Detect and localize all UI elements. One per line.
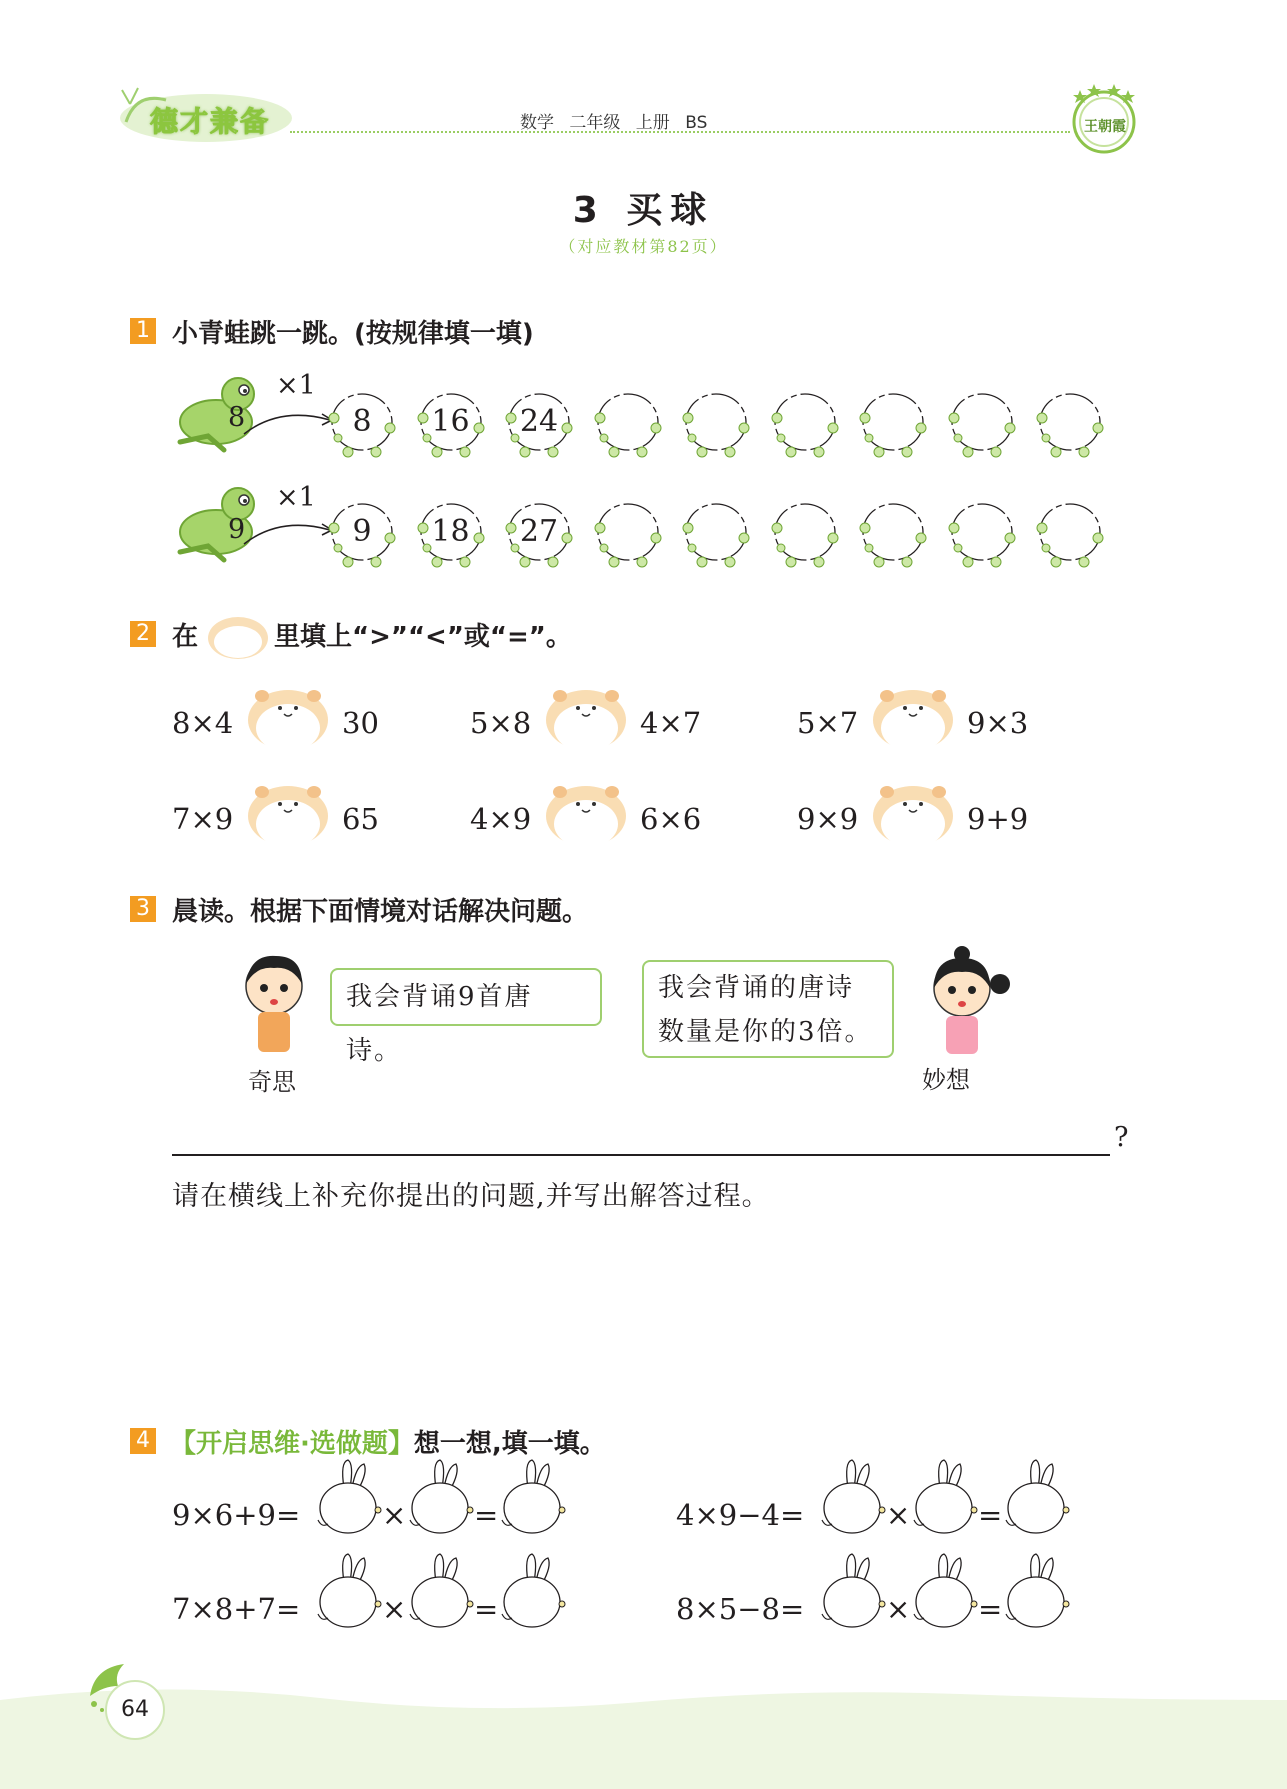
frog-answer-cell[interactable] [324, 384, 400, 460]
hamster-answer-icon[interactable] [246, 778, 330, 850]
times-sign: × [382, 1592, 407, 1626]
lily-pad-icon [855, 384, 931, 460]
boy-qisi-icon [240, 950, 308, 1060]
frog-answer-cell[interactable] [590, 384, 666, 460]
hamster-answer-icon[interactable] [871, 778, 955, 850]
compare-right: 9+9 [967, 802, 1029, 836]
bunny-answer-icon[interactable] [408, 1552, 474, 1630]
frog-answer-cell[interactable] [324, 494, 400, 570]
frog-answer-cell[interactable] [501, 494, 577, 570]
question-number: 2 [130, 621, 156, 647]
question-prompt [170, 1423, 606, 1460]
compare-right: 6×6 [640, 802, 702, 836]
frog-answer-cell[interactable] [944, 384, 1020, 460]
frog-jump-rule: ×1 [276, 482, 316, 513]
equation-expression: 9×6+9= [172, 1498, 301, 1532]
optional-tag: 【开启思维·选做题】 [170, 1429, 414, 1459]
frog-answer-value: 24 [519, 404, 559, 439]
frog-answer-value: 9 [352, 514, 372, 549]
lily-pad-icon [678, 494, 754, 570]
question-prompt: 晨读。根据下面情境对话解决问题。 [172, 897, 589, 927]
frog-answer-value: 16 [431, 404, 470, 439]
frog-answer-cell[interactable] [944, 494, 1020, 570]
compare-right: 65 [342, 802, 379, 836]
bunny-answer-icon[interactable] [820, 1458, 886, 1536]
lily-pad-icon [1032, 384, 1108, 460]
hamster-answer-icon[interactable] [871, 682, 955, 754]
frog-answer-cell[interactable] [413, 494, 489, 570]
hamster-answer-icon[interactable] [544, 778, 628, 850]
instruction-text: 请在横线上补充你提出的问题,并写出解答过程。 [172, 1181, 770, 1212]
bunny-answer-icon[interactable] [912, 1458, 978, 1536]
question-prompt-text: 想一想,填一填。 [413, 1429, 606, 1459]
bunny-answer-icon[interactable] [1004, 1458, 1070, 1536]
lily-pad-icon [767, 494, 843, 570]
equation-expression: 8×5−8= [676, 1592, 805, 1626]
bunny-answer-icon[interactable] [500, 1552, 566, 1630]
character-name: 妙想 [922, 1066, 970, 1094]
frog-start-number: 8 [228, 402, 246, 433]
bunny-answer-icon[interactable] [408, 1458, 474, 1536]
hamster-answer-icon[interactable] [246, 682, 330, 754]
lily-pad-icon [944, 494, 1020, 570]
frog-answer-cell[interactable] [413, 384, 489, 460]
bunny-answer-icon[interactable] [316, 1458, 382, 1536]
question-number: 4 [130, 1428, 156, 1454]
speech-text: 我会背诵的唐诗 [658, 973, 855, 1003]
question-number: 1 [130, 318, 156, 344]
frog-answer-value: 27 [519, 514, 559, 549]
question-prompt-after: 里填上“>”“<”或“=”。 [274, 622, 572, 652]
compare-left: 5×8 [470, 706, 532, 740]
question-prompt: 小青蛙跳一跳。(按规律填一填) [172, 319, 534, 349]
frog-answer-cell[interactable] [855, 384, 931, 460]
speech-text: 我会背诵9首唐诗。 [346, 982, 533, 1066]
frog-answer-cell[interactable] [678, 384, 754, 460]
question-mark: ? [1114, 1122, 1129, 1153]
bunny-answer-icon[interactable] [500, 1458, 566, 1536]
compare-right: 4×7 [640, 706, 702, 740]
lesson-subtitle: （对应教材第82页） [559, 237, 728, 256]
frog-answer-cell[interactable] [767, 494, 843, 570]
lily-pad-icon [678, 384, 754, 460]
bunny-answer-icon[interactable] [820, 1552, 886, 1630]
speech-text: 数量是你的3倍。 [658, 1017, 873, 1047]
frog-answer-cell[interactable] [590, 494, 666, 570]
lesson-title: 3 买球 [572, 190, 715, 231]
compare-left: 8×4 [172, 706, 234, 740]
page-number: 64 [105, 1680, 165, 1740]
compare-right: 9×3 [967, 706, 1029, 740]
book-info: 数学 二年级 上册 BS [520, 113, 708, 133]
question-number: 3 [130, 896, 156, 922]
compare-left: 7×9 [172, 802, 234, 836]
frog-answer-cell[interactable] [1032, 494, 1108, 570]
girl-miaoxiang-icon [918, 944, 1014, 1060]
lily-pad-icon [944, 384, 1020, 460]
equals-sign: = [474, 1592, 499, 1626]
answer-line[interactable] [172, 1154, 1110, 1156]
bunny-answer-icon[interactable] [912, 1552, 978, 1630]
times-sign: × [382, 1498, 407, 1532]
frog-answer-cell[interactable] [767, 384, 843, 460]
frog-answer-value: 18 [431, 514, 470, 549]
speech-bubble [642, 960, 894, 1058]
compare-left: 9×9 [797, 802, 859, 836]
equals-sign: = [978, 1592, 1003, 1626]
bunny-answer-icon[interactable] [316, 1552, 382, 1630]
equation-expression: 4×9−4= [676, 1498, 805, 1532]
hamster-answer-icon[interactable] [544, 682, 628, 754]
lily-pad-icon [1032, 494, 1108, 570]
seal-text: 王朝霞 [1084, 119, 1126, 135]
speech-bubble [330, 968, 602, 1066]
footer-wave [0, 1680, 1287, 1789]
character-name: 奇思 [248, 1068, 296, 1096]
times-sign: × [886, 1592, 911, 1626]
frog-answer-cell[interactable] [1032, 384, 1108, 460]
lily-pad-icon [855, 494, 931, 570]
question-prompt-before: 在 [172, 622, 199, 652]
compare-left: 5×7 [797, 706, 859, 740]
frog-answer-cell[interactable] [501, 384, 577, 460]
bunny-answer-icon[interactable] [1004, 1552, 1070, 1630]
times-sign: × [886, 1498, 911, 1532]
brand-name: 德才兼备 [150, 105, 271, 138]
frog-jump-rule: ×1 [276, 370, 316, 401]
equals-sign: = [978, 1498, 1003, 1532]
frog-answer-cell[interactable] [855, 494, 931, 570]
lily-pad-icon [590, 494, 666, 570]
frog-answer-cell[interactable] [678, 494, 754, 570]
compare-right: 30 [342, 706, 379, 740]
equation-expression: 7×8+7= [172, 1592, 301, 1626]
frog-start-number: 9 [228, 514, 246, 545]
compare-left: 4×9 [470, 802, 532, 836]
equals-sign: = [474, 1498, 499, 1532]
frog-answer-value: 8 [352, 404, 372, 439]
hamster-icon [206, 608, 270, 660]
lily-pad-icon [590, 384, 666, 460]
lily-pad-icon [767, 384, 843, 460]
